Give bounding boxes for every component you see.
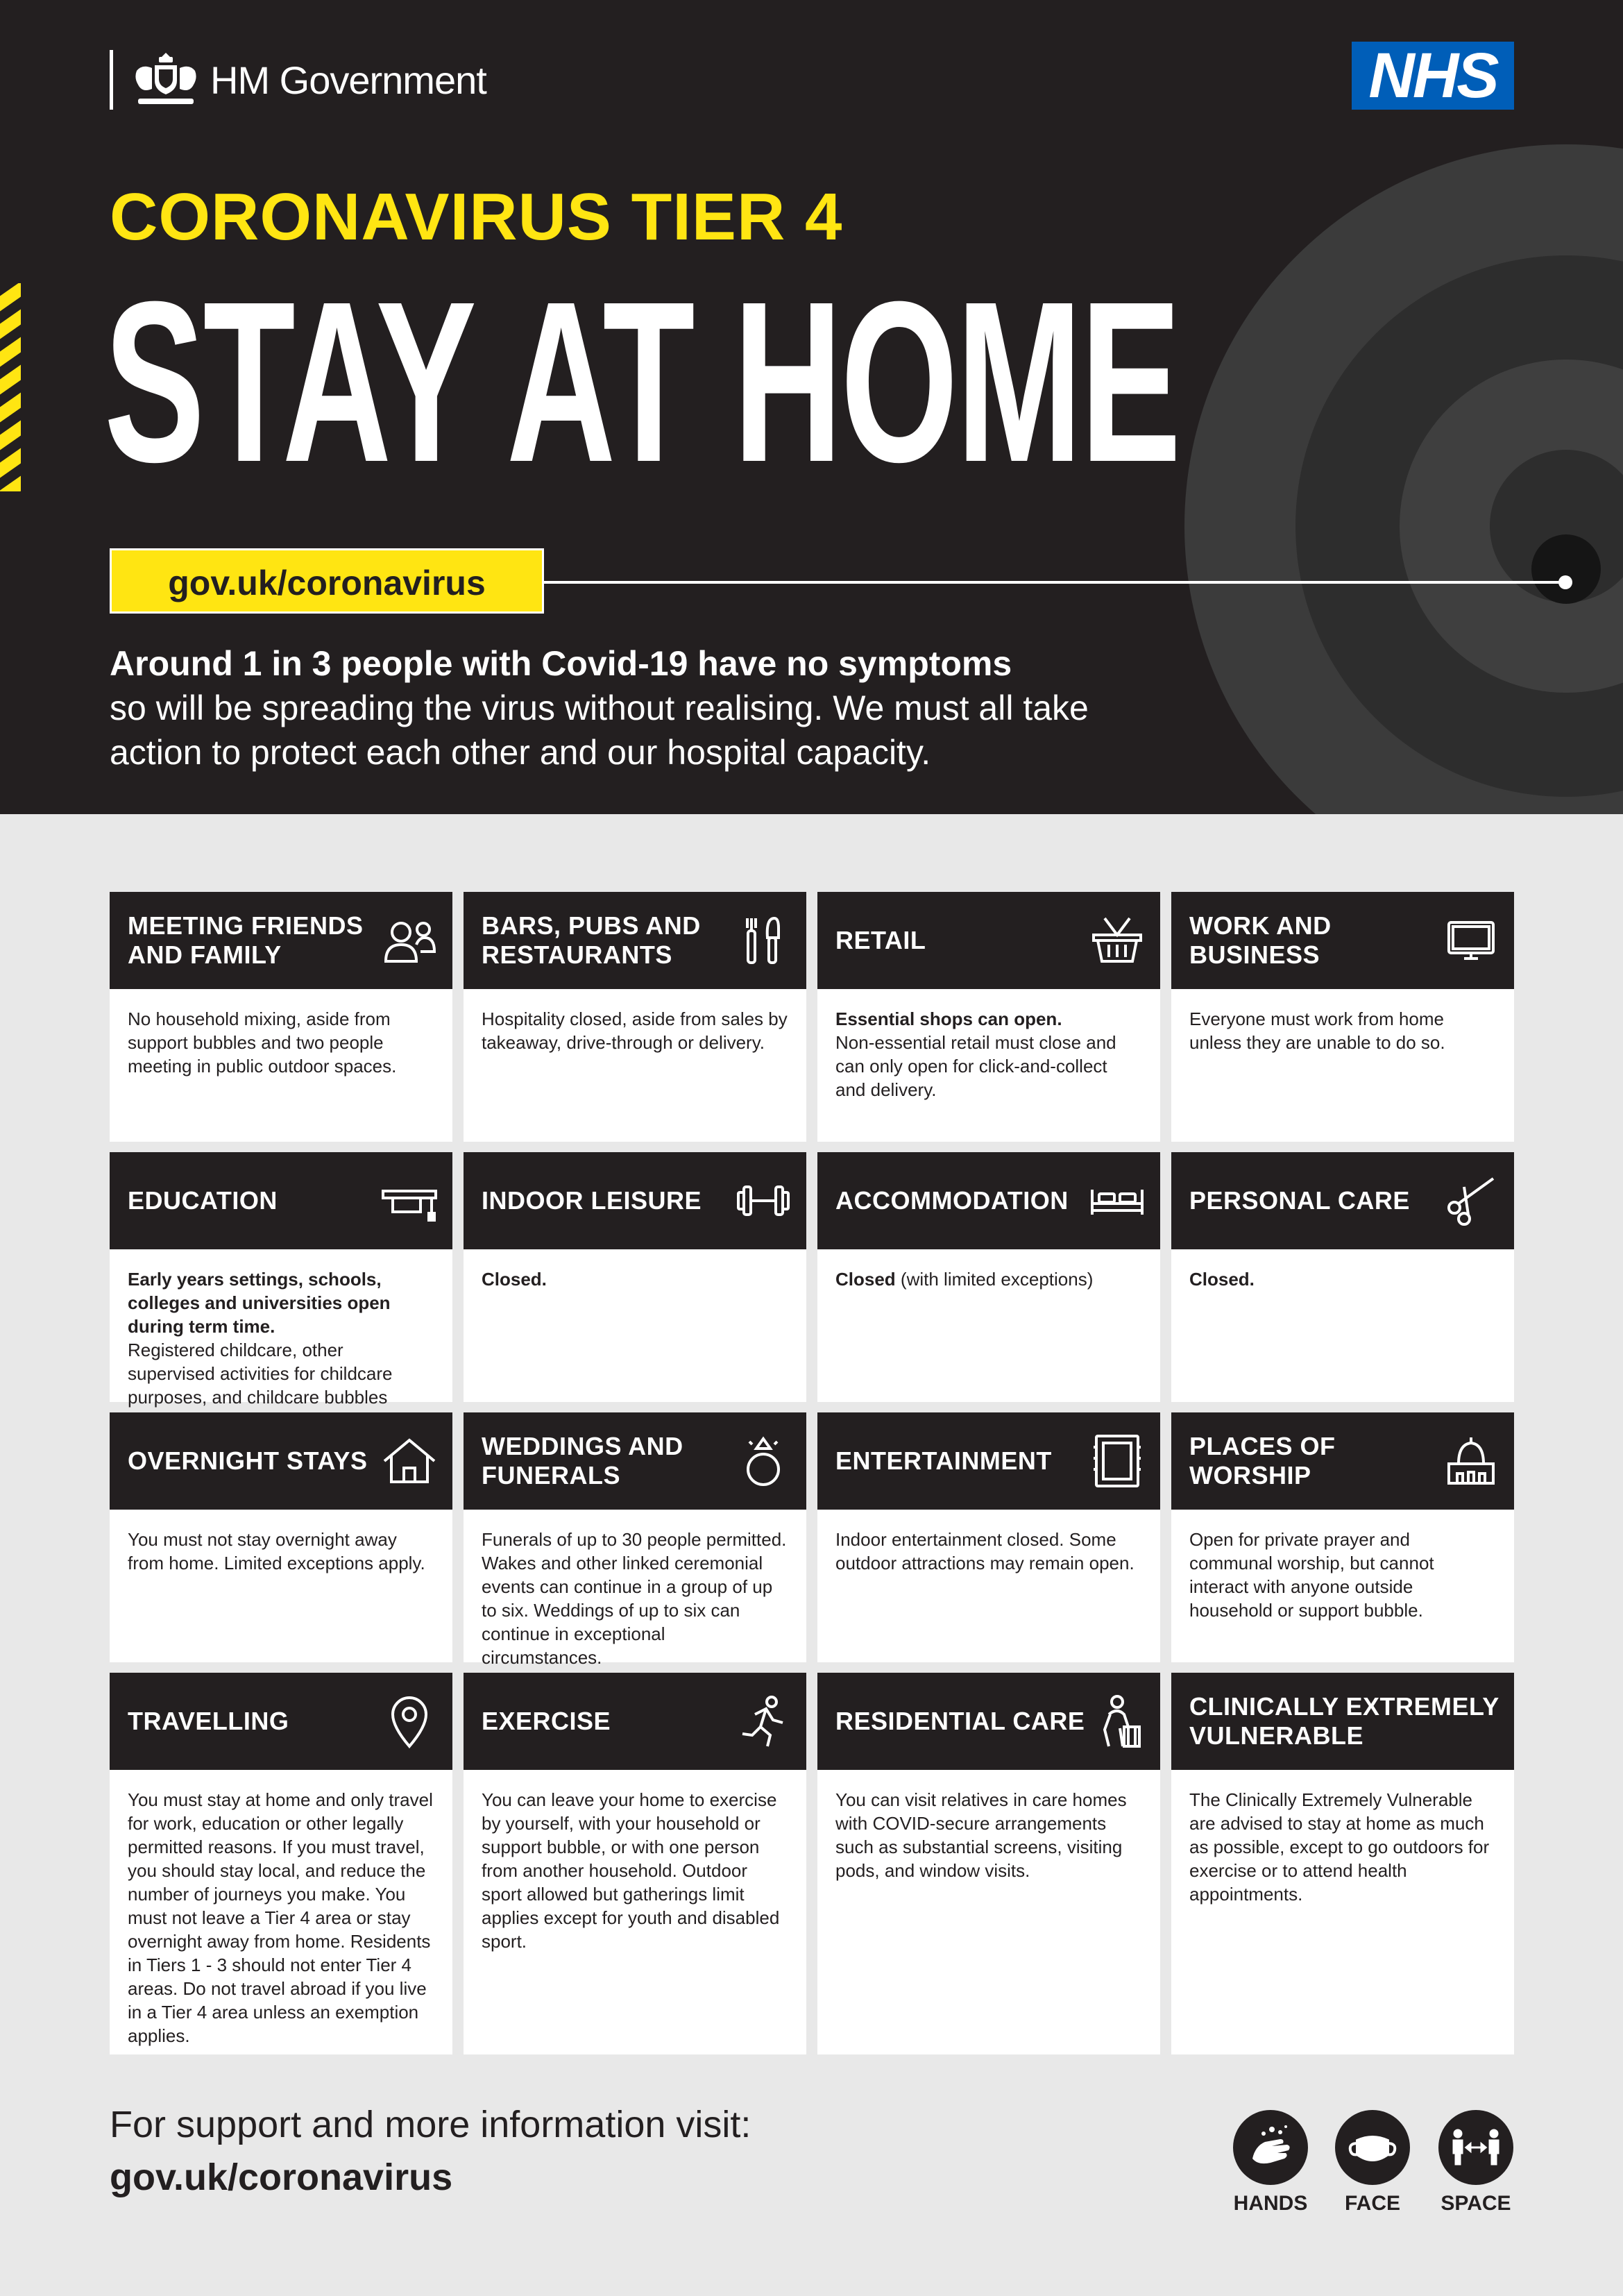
rule-card-work bbox=[1171, 892, 1514, 1142]
hands-icon bbox=[1243, 2120, 1298, 2175]
hands-label: HANDS bbox=[1233, 2192, 1308, 2215]
card-title: INDOOR LEISURE bbox=[482, 1186, 702, 1215]
card-text: Everyone must work from home unless they are unable to do so. bbox=[1189, 1008, 1445, 1053]
card-text: You must stay at home and only travel for work, education or other legally permitted reasons. If you must travel, you should stay local, and reduce the number of journeys you make. You must not leave a Tier 4 area or stay overnight away from home. Residents in Tiers 1 - 3 should not enter Tier 4 areas. Do not travel abroad if you live in a Tier 4 area unless an exemption applies. bbox=[128, 1789, 433, 2046]
card-title: ACCOMMODATION bbox=[835, 1186, 1069, 1215]
rule-card-bars bbox=[464, 892, 806, 1142]
house-icon bbox=[382, 1433, 437, 1489]
location-pin-icon bbox=[382, 1694, 437, 1749]
rule-card-residential-care bbox=[817, 1673, 1160, 2054]
card-title: BARS, PUBS AND RESTAURANTS bbox=[482, 911, 701, 969]
card-strong: Essential shops can open. bbox=[835, 1008, 1062, 1029]
hm-government-logo bbox=[110, 50, 486, 110]
line-end-dot bbox=[1558, 575, 1572, 589]
website-link[interactable]: gov.uk/coronavirus bbox=[110, 548, 544, 614]
page-title: STAY AT HOME bbox=[104, 253, 1180, 509]
rule-card-meeting bbox=[110, 892, 452, 1142]
card-text: You must not stay overnight away from home. Limited exceptions apply. bbox=[128, 1529, 425, 1573]
rule-card-accommodation bbox=[817, 1152, 1160, 1402]
decorative-circle bbox=[1531, 534, 1601, 604]
card-title: MEETING FRIENDS AND FAMILY bbox=[128, 911, 364, 969]
rule-card-clinically-vulnerable bbox=[1171, 1673, 1514, 2054]
rule-card-education bbox=[110, 1152, 452, 1408]
face-badge bbox=[1334, 2110, 1411, 2215]
card-text: You can leave your home to exercise by yourself, with your household or support bubble, or with one person from another household. Outdoor sport allowed but gatherings limit applies except for youth and disabled sport. bbox=[482, 1789, 780, 1952]
basket-icon bbox=[1089, 913, 1145, 968]
card-text: Funerals of up to 30 people permitted. Wakes and other linked ceremonial events can continue in a group of up to six. Weddings of up to six can continue in exceptional circumstances. bbox=[482, 1529, 787, 1668]
card-strong: Closed bbox=[835, 1269, 896, 1290]
card-title: EXERCISE bbox=[482, 1707, 611, 1735]
intro-text bbox=[110, 641, 1109, 775]
card-title: RETAIL bbox=[835, 926, 926, 954]
card-text: Registered childcare, other supervised activities for childcare purposes, and childcare bubbles bbox=[128, 1340, 393, 1408]
rule-card-entertainment bbox=[817, 1412, 1160, 1662]
dumbbell-icon bbox=[736, 1173, 791, 1229]
card-text: You can visit relatives in care homes with COVID-secure arrangements such as substantial screens, visiting pods, and window visits. bbox=[835, 1789, 1127, 1881]
royal-crest-icon bbox=[131, 50, 201, 110]
support-link[interactable]: gov.uk/coronavirus bbox=[110, 2156, 453, 2198]
bed-icon bbox=[1089, 1173, 1145, 1229]
cutlery-icon bbox=[736, 913, 791, 968]
rule-card-weddings bbox=[464, 1412, 806, 1668]
card-title: RESIDENTIAL CARE bbox=[835, 1707, 1085, 1735]
space-badge bbox=[1438, 2110, 1514, 2215]
rule-card-personal-care bbox=[1171, 1152, 1514, 1402]
card-title: WORK AND BUSINESS bbox=[1189, 911, 1332, 969]
hands-badge bbox=[1232, 2110, 1309, 2215]
rule-card-travelling bbox=[110, 1673, 452, 2054]
card-strong: Early years settings, schools, colleges and universities open during term time. bbox=[128, 1269, 391, 1337]
hazard-stripes bbox=[0, 283, 21, 491]
monitor-icon bbox=[1443, 913, 1499, 968]
card-text: The Clinically Extremely Vulnerable are advised to stay at home as much as possible, except to go outdoors for exercise or to attend health appointments. bbox=[1189, 1789, 1490, 1905]
intro-bold: Around 1 in 3 people with Covid-19 have no symptoms bbox=[110, 644, 1012, 683]
card-title: EDUCATION bbox=[128, 1186, 278, 1215]
gov-label: HM Government bbox=[210, 58, 486, 102]
card-title: PLACES OF WORSHIP bbox=[1189, 1432, 1336, 1489]
card-title: OVERNIGHT STAYS bbox=[128, 1446, 368, 1475]
card-text: (with limited exceptions) bbox=[900, 1269, 1094, 1290]
card-strong: Closed. bbox=[1189, 1269, 1255, 1290]
rule-card-retail bbox=[817, 892, 1160, 1142]
card-title: WEDDINGS AND FUNERALS bbox=[482, 1432, 683, 1489]
distance-icon bbox=[1448, 2120, 1504, 2175]
intro-rest: so will be spreading the virus without realising. We must all take action to protect each other and our hospital capacity. bbox=[110, 689, 1089, 772]
card-text: Open for private prayer and communal worship, but cannot interact with anyone outside household or support bubble. bbox=[1189, 1529, 1434, 1621]
support-text: For support and more information visit: bbox=[110, 2104, 751, 2145]
rule-card-exercise bbox=[464, 1673, 806, 2054]
header-banner bbox=[0, 0, 1623, 814]
nhs-logo: NHS bbox=[1352, 42, 1514, 110]
people-icon bbox=[382, 913, 437, 968]
rule-card-overnight bbox=[110, 1412, 452, 1662]
card-title: ENTERTAINMENT bbox=[835, 1446, 1052, 1475]
ring-icon bbox=[736, 1433, 791, 1489]
picture-frame-icon bbox=[1089, 1433, 1145, 1489]
card-text: Non-essential retail must close and can only open for click-and-collect and delivery. bbox=[835, 1032, 1116, 1100]
rule-card-indoor-leisure bbox=[464, 1152, 806, 1402]
card-title: TRAVELLING bbox=[128, 1707, 289, 1735]
card-text: Indoor entertainment closed. Some outdoor attractions may remain open. bbox=[835, 1529, 1135, 1573]
face-label: FACE bbox=[1344, 2192, 1400, 2215]
face-mask-icon bbox=[1345, 2120, 1400, 2175]
card-text: Hospitality closed, aside from sales by takeaway, drive-through or delivery. bbox=[482, 1008, 788, 1053]
care-icon bbox=[1089, 1694, 1145, 1749]
card-text: No household mixing, aside from support bubbles and two people meeting in public outdoor spaces. bbox=[128, 1008, 397, 1077]
space-label: SPACE bbox=[1441, 2192, 1511, 2215]
graduation-cap-icon bbox=[382, 1173, 437, 1229]
worship-icon bbox=[1443, 1433, 1499, 1489]
card-strong: Closed. bbox=[482, 1269, 547, 1290]
card-title: CLINICALLY EXTREMELY VULNERABLE bbox=[1189, 1692, 1499, 1750]
scissors-icon bbox=[1443, 1173, 1499, 1229]
tier-heading: CORONAVIRUS TIER 4 bbox=[110, 180, 843, 254]
runner-icon bbox=[736, 1694, 791, 1749]
divider-line bbox=[544, 581, 1565, 584]
card-title: PERSONAL CARE bbox=[1189, 1186, 1410, 1215]
rule-card-worship bbox=[1171, 1412, 1514, 1662]
